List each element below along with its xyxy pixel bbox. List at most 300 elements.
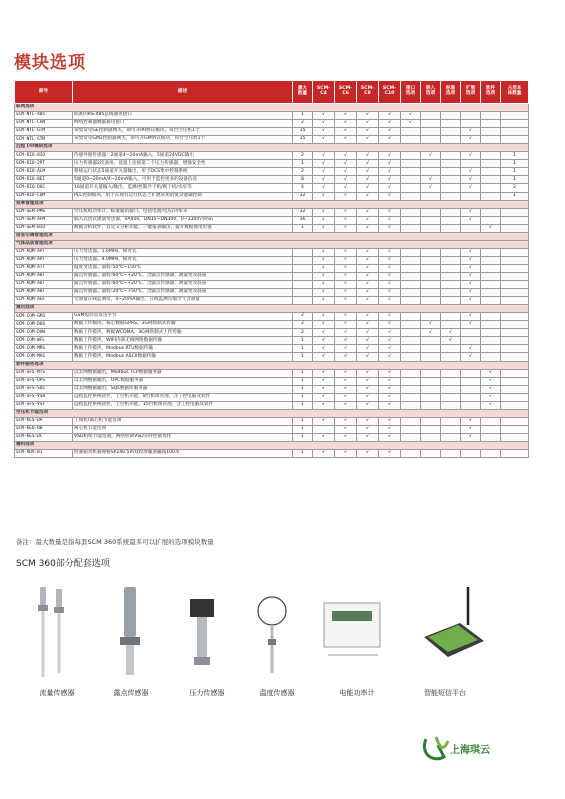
description: 控制箱及机箱规格SP240 5m双绞屏蔽屏蔽线100米 xyxy=(73,450,293,458)
option-cell: √ xyxy=(379,450,401,458)
section-title: 信息引调管理选项 xyxy=(15,232,529,240)
option-cell: √ xyxy=(461,208,481,216)
option-cell xyxy=(501,128,529,136)
option-cell: √ xyxy=(379,297,401,305)
description: GSM短消息发送平台 xyxy=(73,313,293,321)
part-code: SCM-SEM-BIO xyxy=(15,224,73,232)
option-cell: √ xyxy=(357,192,379,200)
option-cell: √ xyxy=(357,224,379,232)
option-cell: √ xyxy=(335,136,357,144)
option-cell: √ xyxy=(357,417,379,425)
max-quantity: 2 xyxy=(293,152,313,160)
option-cell: 1 xyxy=(501,176,529,184)
pressure-sensor-image xyxy=(182,585,222,680)
option-cell: √ xyxy=(379,264,401,272)
option-cell: √ xyxy=(335,256,357,264)
table-row xyxy=(15,136,529,144)
part-code: SCM-RIO-DOC xyxy=(15,184,73,192)
option-cell xyxy=(481,345,501,353)
option-cell: √ xyxy=(357,425,379,433)
option-cell: √ xyxy=(313,136,335,144)
section-row xyxy=(15,240,529,248)
option-cell xyxy=(401,128,421,136)
option-cell xyxy=(501,224,529,232)
option-cell xyxy=(461,401,481,409)
option-cell: √ xyxy=(335,313,357,321)
description: 压力变送器。1.6MPa，相对式 xyxy=(73,248,293,256)
table-row xyxy=(15,256,529,264)
part-code: SCM-SEM-AFM xyxy=(15,216,73,224)
option-cell xyxy=(441,385,461,393)
description: 露点传感器。量程-20℃~+50℃，含露点传感器，测量变及底座 xyxy=(73,289,293,297)
option-cell: √ xyxy=(335,425,357,433)
sms-platform-image xyxy=(418,585,488,680)
option-cell xyxy=(501,208,529,216)
option-cell: √ xyxy=(461,216,481,224)
option-cell: √ xyxy=(421,184,441,192)
option-cell: √ xyxy=(313,168,335,176)
option-cell: √ xyxy=(313,329,335,337)
option-cell xyxy=(461,329,481,337)
option-cell: √ xyxy=(357,433,379,441)
option-cell xyxy=(421,417,441,425)
option-cell: √ xyxy=(357,450,379,458)
option-cell: √ xyxy=(357,264,379,272)
option-cell xyxy=(401,369,421,377)
option-cell xyxy=(461,160,481,168)
option-cell: √ xyxy=(335,297,357,305)
option-cell xyxy=(401,329,421,337)
table-row xyxy=(15,264,529,272)
option-cell: 2 xyxy=(501,184,529,192)
option-cell: √ xyxy=(357,248,379,256)
option-cell xyxy=(501,393,529,401)
option-cell xyxy=(401,385,421,393)
column-header: 描述 xyxy=(73,81,293,104)
option-cell: √ xyxy=(335,369,357,377)
option-cell: √ xyxy=(313,289,335,297)
part-code: SCM-ADV-01 xyxy=(15,450,73,458)
option-cell: √ xyxy=(357,329,379,337)
option-cell: √ xyxy=(379,281,401,289)
option-cell: √ xyxy=(461,136,481,144)
part-code: SCM-RIO-8EI xyxy=(15,176,73,184)
option-cell: √ xyxy=(357,184,379,192)
option-cell: √ xyxy=(379,417,401,425)
part-caption: 流量传感器 xyxy=(39,689,75,697)
max-quantity: 2 xyxy=(293,168,313,176)
section-title: 效率管理选项 xyxy=(15,200,529,208)
option-cell xyxy=(501,248,529,256)
option-cell: √ xyxy=(335,321,357,329)
column-header: 占用本 体数量 xyxy=(501,81,529,104)
section-title: 联网选项 xyxy=(15,104,529,112)
option-cell: √ xyxy=(313,264,335,272)
option-cell: √ xyxy=(461,176,481,184)
option-cell xyxy=(441,160,461,168)
description: 数据上传模块，核心数据GPRS、2G网络制式传输 xyxy=(73,321,293,329)
option-cell xyxy=(421,297,441,305)
table-row xyxy=(15,321,529,329)
part-code: SCM-RIO-2PT xyxy=(15,160,73,168)
max-quantity: 2 xyxy=(293,329,313,337)
option-cell xyxy=(421,112,441,120)
section-title: 气体品质管理选项 xyxy=(15,240,529,248)
flow-sensor-image xyxy=(32,585,72,680)
part-code: SCM-SFS-OPS xyxy=(15,377,73,385)
option-cell xyxy=(481,192,501,200)
table-row xyxy=(15,450,529,458)
max-quantity: 15 xyxy=(293,128,313,136)
max-quantity: 1 xyxy=(293,450,313,458)
option-cell xyxy=(401,152,421,160)
option-cell: √ xyxy=(379,184,401,192)
option-cell: √ xyxy=(379,120,401,128)
option-cell: √ xyxy=(461,272,481,280)
max-quantity: 32 xyxy=(293,192,313,200)
option-cell: √ xyxy=(335,176,357,184)
option-cell: √ xyxy=(335,224,357,232)
option-cell: √ xyxy=(335,168,357,176)
column-header: SCM- C6 xyxy=(335,81,357,104)
option-cell: √ xyxy=(313,272,335,280)
description: 露点传感器。量程-60℃~+20℃，含露点传感器，测量变及底座 xyxy=(73,272,293,280)
option-cell: √ xyxy=(335,377,357,385)
max-quantity: 1 xyxy=(293,337,313,345)
description: VSD机组节能选项，网络控制VSD实时控制优化 xyxy=(73,433,293,441)
option-cell: √ xyxy=(313,401,335,409)
section-title: 空压机节能选项 xyxy=(15,409,529,417)
option-cell: √ xyxy=(379,152,401,160)
option-cell xyxy=(461,224,481,232)
table-row xyxy=(15,112,529,120)
option-cell: √ xyxy=(357,321,379,329)
description: 网络控制器数据通讯接口 xyxy=(73,120,293,128)
option-cell xyxy=(401,345,421,353)
option-cell xyxy=(501,417,529,425)
option-cell xyxy=(441,369,461,377)
option-cell xyxy=(421,216,441,224)
section-title: 通讯选项 xyxy=(15,305,529,313)
option-cell xyxy=(481,272,501,280)
option-cell xyxy=(441,192,461,200)
part-caption: 智能短信平台 xyxy=(424,689,466,697)
option-cell: √ xyxy=(313,377,335,385)
option-cell xyxy=(441,272,461,280)
option-cell xyxy=(501,345,529,353)
page-title: 模块选项 xyxy=(14,53,86,73)
section-row xyxy=(15,441,529,449)
description: 插入式热式流量变送器，VA400，DN15~DN300，0~330m³/min xyxy=(73,216,293,224)
option-cell xyxy=(441,128,461,136)
option-cell xyxy=(401,337,421,345)
option-cell xyxy=(441,208,461,216)
part-code: SCM-NTL-GTM xyxy=(15,136,73,144)
part-code: SCM-NTL-485 xyxy=(15,112,73,120)
part-caption: 电能功率计 xyxy=(339,689,375,697)
option-cell xyxy=(313,425,335,433)
max-quantity: 32 xyxy=(293,208,313,216)
option-cell xyxy=(501,136,529,144)
table-row xyxy=(15,272,529,280)
option-cell xyxy=(421,136,441,144)
option-cell: √ xyxy=(357,281,379,289)
option-cell xyxy=(481,248,501,256)
option-cell: √ xyxy=(401,112,421,120)
option-cell: √ xyxy=(313,184,335,192)
max-quantity: 4 xyxy=(293,184,313,192)
option-cell: √ xyxy=(461,297,481,305)
table-row xyxy=(15,385,529,393)
option-cell: √ xyxy=(461,417,481,425)
max-quantity: 2 xyxy=(293,120,313,128)
option-cell xyxy=(501,216,529,224)
description: 5通道0~20mA/4~20mA输入，可用于监控更多的设备信息 xyxy=(73,176,293,184)
option-cell xyxy=(501,450,529,458)
option-cell: √ xyxy=(379,176,401,184)
option-cell: √ xyxy=(461,281,481,289)
table-row xyxy=(15,297,529,305)
option-cell: √ xyxy=(401,120,421,128)
option-cell xyxy=(481,176,501,184)
option-cell xyxy=(481,168,501,176)
description: 压力传感器2次备用，设置上连接第二个压力传感器，增强安全性 xyxy=(73,160,293,168)
option-cell: √ xyxy=(313,160,335,168)
max-quantity: 1 xyxy=(293,425,313,433)
option-cell: √ xyxy=(357,345,379,353)
description: 远程监控系统软件，上位机功能，8台机组管理，含工控电脑及软件 xyxy=(73,393,293,401)
option-cell xyxy=(441,377,461,385)
table-row xyxy=(15,224,529,232)
option-cell: √ xyxy=(379,224,401,232)
option-cell xyxy=(401,393,421,401)
option-cell xyxy=(481,256,501,264)
option-cell: √ xyxy=(335,450,357,458)
column-header: 软件 选项 xyxy=(481,81,501,104)
option-cell: √ xyxy=(335,417,357,425)
option-cell xyxy=(481,329,501,337)
option-cell: √ xyxy=(313,393,335,401)
option-cell xyxy=(481,281,501,289)
option-cell: √ xyxy=(335,128,357,136)
max-quantity xyxy=(293,281,313,289)
option-cell: √ xyxy=(313,353,335,361)
description: 以太网数据输出，Modbus TCP数据服务器 xyxy=(73,369,293,377)
option-cell xyxy=(401,297,421,305)
option-cell xyxy=(401,176,421,184)
option-cell: √ xyxy=(461,168,481,176)
column-header: 扩展 选项 xyxy=(461,81,481,104)
option-cell: √ xyxy=(379,433,401,441)
option-cell: √ xyxy=(357,377,379,385)
option-cell: √ xyxy=(335,401,357,409)
option-cell: √ xyxy=(481,224,501,232)
table-row xyxy=(15,345,529,353)
option-cell: √ xyxy=(481,385,501,393)
option-cell xyxy=(421,168,441,176)
max-quantity: 1 xyxy=(293,353,313,361)
option-cell: √ xyxy=(379,393,401,401)
option-cell xyxy=(401,425,421,433)
option-cell xyxy=(501,112,529,120)
option-cell: √ xyxy=(379,128,401,136)
option-cell xyxy=(501,120,529,128)
part-caption: 温度传感器 xyxy=(259,689,295,697)
dewpoint-sensor-image xyxy=(110,585,150,680)
option-cell xyxy=(501,313,529,321)
option-cell: √ xyxy=(335,184,357,192)
table-row xyxy=(15,393,529,401)
option-cell: √ xyxy=(461,256,481,264)
part-code: SCM-COM-WFL xyxy=(15,337,73,345)
option-cell: √ xyxy=(421,329,441,337)
option-cell: √ xyxy=(379,208,401,216)
option-cell: √ xyxy=(421,321,441,329)
option-cell: √ xyxy=(357,152,379,160)
option-cell xyxy=(421,345,441,353)
option-cell: √ xyxy=(313,345,335,353)
description: 数据上传模块，WIFI内部无线网络数据传输 xyxy=(73,337,293,345)
table-row xyxy=(15,425,529,433)
option-cell: √ xyxy=(461,289,481,297)
option-cell xyxy=(481,433,501,441)
option-cell xyxy=(441,168,461,176)
description: 数据上传模块，Modbus RTU数据传输 xyxy=(73,345,293,353)
option-cell: √ xyxy=(335,329,357,337)
option-cell xyxy=(401,136,421,144)
option-cell: √ xyxy=(313,256,335,264)
option-cell: √ xyxy=(421,152,441,160)
option-cell: √ xyxy=(461,264,481,272)
option-cell: √ xyxy=(461,425,481,433)
option-cell xyxy=(481,128,501,136)
option-cell xyxy=(401,433,421,441)
option-cell: √ xyxy=(379,248,401,256)
max-quantity: 1 xyxy=(293,369,313,377)
option-cell xyxy=(401,417,421,425)
option-cell xyxy=(421,120,441,128)
table-row xyxy=(15,353,529,361)
part-code: SCM-AQM-ADT xyxy=(15,272,73,280)
option-cell: √ xyxy=(335,112,357,120)
option-cell: √ xyxy=(335,120,357,128)
max-quantity: 1 xyxy=(293,393,313,401)
option-cell xyxy=(401,256,421,264)
option-cell: √ xyxy=(379,192,401,200)
table-row xyxy=(15,168,529,176)
part-code: SCM-COM-MRS xyxy=(15,345,73,353)
description: 工频机/离心机节能选项 xyxy=(73,417,293,425)
option-cell: √ xyxy=(461,345,481,353)
part-code: SCM-AQM-APT xyxy=(15,256,73,264)
option-cell xyxy=(441,401,461,409)
option-cell: √ xyxy=(441,329,461,337)
option-cell: √ xyxy=(379,256,401,264)
option-cell: √ xyxy=(335,272,357,280)
option-cell: √ xyxy=(441,337,461,345)
part-code: SCM-COM-GM3 xyxy=(15,313,73,321)
option-cell xyxy=(401,160,421,168)
option-cell xyxy=(501,256,529,264)
option-cell xyxy=(441,433,461,441)
description: 采集常见GE控制器网关，即可开IRI协议模块，每台空压机1个 xyxy=(73,128,293,136)
brand-name: 上海琪云 xyxy=(450,745,490,756)
option-cell xyxy=(401,224,421,232)
option-cell: √ xyxy=(379,160,401,168)
option-cell: √ xyxy=(357,160,379,168)
option-cell xyxy=(421,353,441,361)
table-row xyxy=(15,433,529,441)
option-cell: √ xyxy=(379,112,401,120)
option-cell xyxy=(481,353,501,361)
option-cell xyxy=(401,377,421,385)
option-cell xyxy=(501,425,529,433)
option-cell: √ xyxy=(461,248,481,256)
option-cell xyxy=(401,353,421,361)
option-cell xyxy=(501,264,529,272)
table-row xyxy=(15,313,529,321)
table-header xyxy=(15,81,529,104)
option-cell: √ xyxy=(357,385,379,393)
max-quantity: 1 xyxy=(293,417,313,425)
part-code: SCM-RIO-LOM xyxy=(15,192,73,200)
option-cell xyxy=(401,192,421,200)
option-cell xyxy=(481,450,501,458)
option-cell xyxy=(441,176,461,184)
max-quantity xyxy=(293,256,313,264)
option-cell xyxy=(481,264,501,272)
option-cell xyxy=(401,264,421,272)
option-cell xyxy=(501,281,529,289)
option-cell: √ xyxy=(313,192,335,200)
option-cell: √ xyxy=(379,337,401,345)
description: 露点传感器。量程-60℃~+20℃，含露点传感器，测量变及底座 xyxy=(73,281,293,289)
option-cell xyxy=(481,337,501,345)
option-cell: √ xyxy=(357,176,379,184)
option-cell xyxy=(481,216,501,224)
option-cell: √ xyxy=(335,385,357,393)
option-cell: √ xyxy=(379,289,401,297)
max-quantity: 15 xyxy=(293,136,313,144)
option-cell xyxy=(421,425,441,433)
table-row xyxy=(15,160,529,168)
option-cell xyxy=(481,136,501,144)
max-quantity: 16 xyxy=(293,216,313,224)
option-cell xyxy=(421,313,441,321)
option-cell xyxy=(441,425,461,433)
temperature-sensor-image xyxy=(252,585,292,680)
option-cell xyxy=(441,264,461,272)
option-cell: √ xyxy=(313,433,335,441)
option-cell: √ xyxy=(313,208,335,216)
option-cell: √ xyxy=(313,369,335,377)
part-code: SCM-SFS-SQL xyxy=(15,385,73,393)
option-cell: √ xyxy=(313,450,335,458)
column-header: 标准 选项 xyxy=(441,81,461,104)
table-row xyxy=(15,369,529,377)
option-cell xyxy=(461,450,481,458)
description: 数据上传模块，Modbus ASCII数据传输 xyxy=(73,353,293,361)
section-row xyxy=(15,200,529,208)
option-cell xyxy=(401,272,421,280)
part-code: SCM-COM-DUW xyxy=(15,329,73,337)
description: 压力变送器。4.0MPa，相对式 xyxy=(73,256,293,264)
option-cell xyxy=(481,160,501,168)
option-cell: √ xyxy=(379,353,401,361)
option-cell: √ xyxy=(379,136,401,144)
option-cell: √ xyxy=(313,313,335,321)
option-cell xyxy=(501,329,529,337)
